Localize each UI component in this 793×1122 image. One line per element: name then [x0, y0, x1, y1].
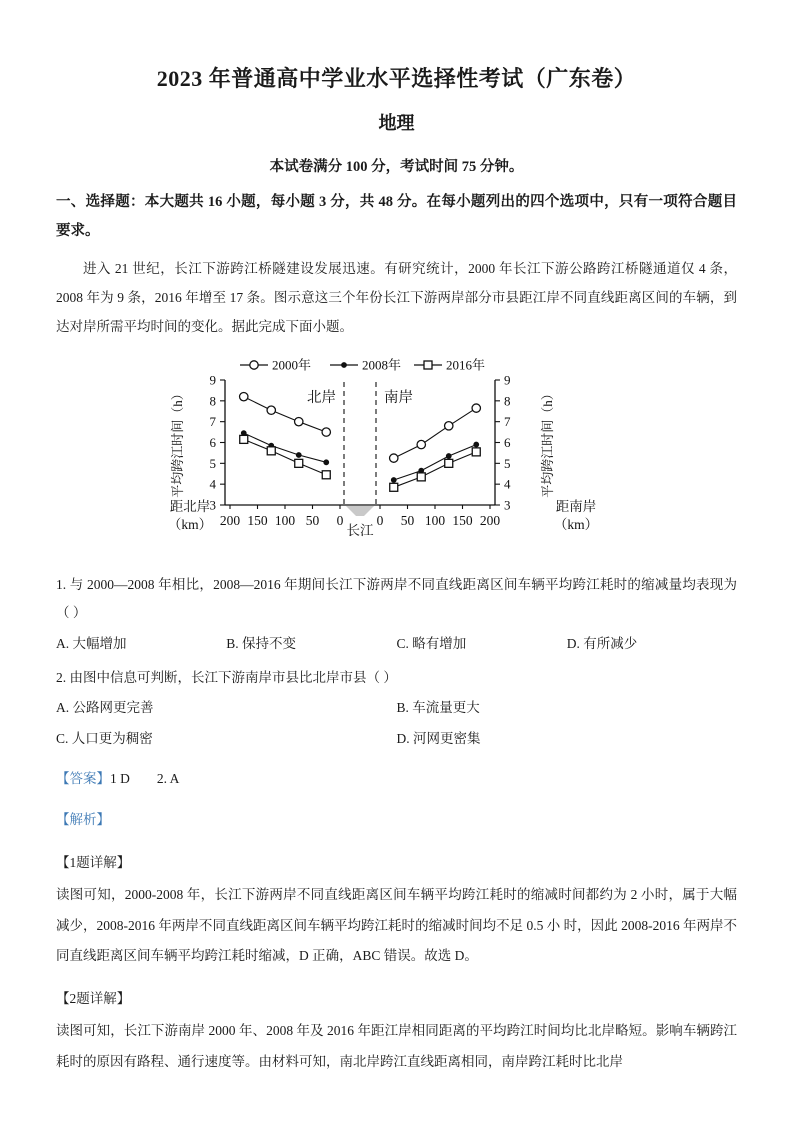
y-tick-label-right-5: 8 — [503, 393, 510, 409]
south-series-line-0 — [393, 408, 476, 458]
legend-marker-0 — [249, 361, 257, 369]
y-axis-title-left: 平均跨江时间（h） — [169, 387, 185, 498]
legend-label-2: 2016年 — [445, 357, 485, 373]
south-point-1-0 — [391, 478, 396, 483]
x-tick-label-left-1: 150 — [246, 513, 268, 529]
south-point-0-2 — [444, 422, 452, 430]
y-tick-label-right-6: 9 — [503, 372, 510, 388]
north-point-0-2 — [294, 418, 302, 426]
north-series-line-2 — [243, 439, 325, 474]
y-axis-title-right: 平均跨江时间（h） — [539, 387, 555, 498]
analysis-header — [56, 804, 737, 835]
y-tick-label-left-1: 4 — [209, 476, 216, 492]
subject-title: 地理 — [378, 113, 415, 133]
y-tick-label-right-0: 3 — [503, 497, 510, 513]
x-tick-label-right-0: 0 — [376, 513, 383, 529]
cross-river-time-chart — [152, 353, 642, 565]
option-2-d[interactable]: D. 河网更密集 — [396, 730, 481, 746]
y-tick-label-left-5: 8 — [209, 393, 216, 409]
page-title: 2023 年普通高中学业水平选择性考试（广东卷） — [156, 66, 637, 91]
question-1-options — [56, 630, 737, 658]
y-tick-label-right-2: 5 — [503, 455, 510, 471]
option-1-d[interactable]: D. 有所减少 — [566, 635, 638, 651]
north-point-0-0 — [239, 393, 247, 401]
answer-body: 1 D 2. A — [110, 771, 180, 787]
y-tick-label-left-4: 7 — [209, 414, 216, 430]
x-tick-label-left-0: 200 — [219, 513, 240, 529]
x-axis-title-right-line2: （km） — [553, 517, 598, 533]
x-tick-label-right-3: 150 — [451, 513, 473, 529]
south-series-line-1 — [393, 445, 476, 480]
south-point-1-2 — [446, 454, 451, 459]
option-1-a[interactable]: A. 大幅增加 — [56, 635, 127, 651]
south-point-0-3 — [472, 404, 480, 412]
legend-marker-2 — [424, 361, 432, 369]
answer-line — [56, 763, 737, 794]
x-tick-label-left-4: 0 — [336, 513, 343, 529]
question-2-options-row-1 — [56, 694, 737, 722]
question-stem: 进入 21 世纪，长江下游跨江桥隧建设发展迅速。有研究统计，2000 年长江下游公路跨江桥隧通道仅 4 条，2008 年为 9 条，2016 年增至 17 条。图示意这三个年份长江下游两岸部分市县距江岸不同直线距离区间的车辆，到达对岸所需平均时间的变化。据此完成下面小题。 — [56, 261, 737, 335]
north-point-2-1 — [267, 447, 275, 455]
option-1-b[interactable]: B. 保持不变 — [226, 635, 297, 651]
river-label: 长江 — [346, 523, 373, 539]
north-point-0-1 — [267, 406, 275, 414]
x-tick-label-left-2: 100 — [274, 513, 295, 529]
south-point-0-1 — [417, 440, 425, 448]
y-tick-label-left-0: 3 — [209, 497, 216, 513]
x-tick-label-right-4: 200 — [479, 513, 500, 529]
legend-label-1: 2008年 — [361, 357, 401, 373]
question-2-text: 2. 由图中信息可判断，长江下游南岸市县比北岸市县（ ） — [56, 670, 397, 686]
north-bank-label: 北岸 — [306, 390, 336, 407]
south-bank-label: 南岸 — [383, 390, 413, 407]
north-series-line-1 — [243, 433, 325, 462]
question-1-text: 1. 与 2000—2008 年相比，2008—2016 年期间长江下游两岸不同直线距离区间车辆平均跨江耗时的缩减量均表现为（ ） — [56, 577, 737, 621]
north-point-1-2 — [296, 453, 301, 458]
south-point-1-3 — [473, 442, 478, 447]
north-point-2-2 — [294, 459, 302, 467]
north-point-1-3 — [323, 460, 328, 465]
analysis-2-text: 读图可知，长江下游南岸 2000 年、2008 年及 2016 年距江岸相同距离的平均跨江时间均比北岸略短。影响车辆跨江耗时的原因有路程、通行速度等。由材料可知，南北岸跨江直线距离相同，南岸跨江耗时比北岸 — [56, 1023, 737, 1069]
option-2-c[interactable]: C. 人口更为稠密 — [56, 730, 153, 746]
x-tick-label-left-3: 50 — [305, 513, 319, 529]
option-2-a[interactable]: A. 公路网更完善 — [56, 700, 154, 716]
y-tick-label-right-4: 7 — [503, 414, 510, 430]
y-tick-label-left-3: 6 — [209, 435, 216, 451]
question-2-options-row-2 — [56, 725, 737, 753]
answer-tag: 【答案】 — [56, 771, 110, 787]
analysis-1-label: 【1题详解】 — [56, 855, 131, 871]
south-series-line-2 — [393, 452, 476, 487]
south-point-2-2 — [444, 459, 452, 467]
x-tick-label-right-1: 50 — [400, 513, 414, 529]
y-tick-label-right-1: 4 — [503, 476, 510, 492]
analysis-1-text: 读图可知，2000-2008 年，长江下游两岸不同直线距离区间车辆平均跨江耗时的缩减时间都约为 2 小时，属于大幅减少，2008-2016 年两岸不同直线距离区间车辆平均跨江耗时的缩减时间均不足 0.5 小 时，因此 2008-2016 年两岸不同直线距离区间车辆平均跨江耗时缩减，D 正确，ABC 错误。故选 D。 — [56, 887, 737, 963]
north-point-0-3 — [322, 428, 330, 436]
south-point-0-0 — [389, 454, 397, 462]
south-point-2-3 — [472, 448, 480, 456]
y-tick-label-left-2: 5 — [209, 455, 216, 471]
y-tick-label-left-6: 9 — [209, 372, 216, 388]
figure-container — [56, 353, 737, 565]
legend-label-0: 2000年 — [271, 357, 311, 373]
x-axis-title-right-line1: 距南岸 — [555, 499, 596, 515]
x-axis-title-left-line1: 距北岸 — [169, 499, 210, 515]
x-axis-title-left-line2: （km） — [167, 517, 212, 533]
south-point-2-0 — [389, 483, 397, 491]
option-2-b[interactable]: B. 车流量更大 — [396, 700, 480, 716]
river-shape — [346, 506, 374, 516]
analysis-2-label: 【2题详解】 — [56, 991, 131, 1007]
exam-meta: 本试卷满分 100 分，考试时间 75 分钟。 — [269, 159, 524, 175]
north-point-2-0 — [239, 435, 247, 443]
section-heading: 一、选择题：本大题共 16 小题，每小题 3 分，共 48 分。在每小题列出的四个选项中，只有一项符合题目要求。 — [56, 194, 737, 239]
y-tick-label-right-3: 6 — [503, 435, 510, 451]
legend-marker-1 — [341, 363, 346, 368]
option-1-c[interactable]: C. 略有增加 — [396, 635, 467, 651]
south-point-2-1 — [417, 473, 425, 481]
x-tick-label-right-2: 100 — [424, 513, 445, 529]
north-point-2-3 — [322, 471, 330, 479]
analysis-tag: 【解析】 — [56, 812, 110, 828]
